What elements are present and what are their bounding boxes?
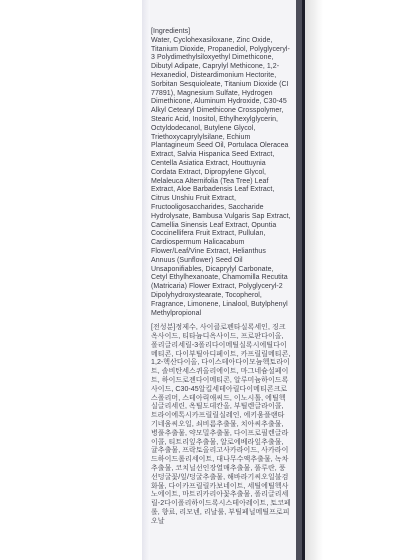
ingredients-korean: [전성분]정제수, 사이클로펜타실록세인, 징크옥사이드, 티타늄디옥사이드, 프로판다이올, 폴리글리세릴-3폴리다이메틸실록시에틸다이메티콘, 다이부틸아디페이트, 카프릴릴메티콘, 1,2-헥산다이올, 다이스테아다이모늄헥토라이트, 솔비탄세스퀴올리에이트, 마그네슘설페이트, 하이드로젠다이메티콘, 알루미늄하이드록사이드, C30-45알킬세테아릴다이메티콘크로스폴리머, 스테아릭애씨드, 이노시톨, 에틸헥실글리세린, 옥틸도데칸올, 부틸렌글라이콜, 트라이에톡시카프릴릴실레인, 에키움플랜타기네움씨오일, 쇠비름추출물, 치아씨추출물, 병풀추출물, 약모밀추출물, 다이프로필렌글라이콜, 티트리잎추출물, 알로에베라잎추출물, 귤추출물, 프락토올리고사카라이드, 사카라이드하이드롤리세이트, 대나무수액추출물, 녹차추출물, 코치닐선인장열매추출물, 풀루란, 풍선덩굴꽃/잎/덩굴추출물, 해바라기씨오일불검화물, 다이카프릴릴카보네이트, 세틸에틸헥사노에이트, 마트리카리아꽃추출물, 폴리글리세릴-2다이폴리하이드록시스테아레이트, 토코페롤, 향료, 리모넨, 리날룰, 부틸페닐메틸프로피오날: [151, 324, 291, 525]
box-shadow: [305, 0, 323, 560]
ingredients-english: Water, Cyclohexasiloxane, Zinc Oxide, Titanium Dioxide, Propanediol, Polyglyceryl-3 Polydimethylsiloxyethyl Dimethicone, Dibutyl Adipate, Caprylyl Methicone, 1,2-Hexanediol, Disteardimonium Hectorite, Sorbitan Sesquioleate, Titanium Dioxide (CI 77891), Magnesium Sulfate, Hydrogen Dimethicone, Aluminum Hydroxide, C30-45 Alkyl Cetearyl Dimethicone Crosspolymer, Stearic Acid, Inositol, Ethylhexylglycerin, Octyldodecanol, Butylene Glycol, Triethoxycaprylylsilane, Echium Plantagineum Seed Oil, Portulaca Oleracea Extract, Salvia Hispanica Seed Extract, Centella Asiatica Extract, Houttuynia Cordata Extract, Dipropylene Glycol, Melaleuca Alternifolia (Tea Tree) Leaf Extract, Aloe Barbadensis Leaf Extract, Citrus Unshiu Fruit Extract, Fructooligosaccharides, Saccharide Hydrolysate, Bambusa Vulgaris Sap Extract, Camellia Sinensis Leaf Extract, Opuntia Coccinellifera Fruit Extract, Pullulan, Cardiospermum Halicacabum Flower/Leaf/Vine Extract, Helianthus Annuus (Sunflower) Seed Oil Unsaponifiables, Dicaprylyl Carbonate, Cetyl Ethylhexanoate, Chamomilla Recutita (Matricaria) Flower Extract, Polyglyceryl-2 Dipolyhydroxystearate, Tocopherol, Fragrance, Limonene, Linalool, Butylphenyl Methylpropional: [151, 36, 291, 317]
ingredients-panel: [151, 28, 291, 527]
box-fold-highlight: [142, 0, 150, 560]
ingredients-heading: [Ingredients]: [151, 28, 191, 35]
